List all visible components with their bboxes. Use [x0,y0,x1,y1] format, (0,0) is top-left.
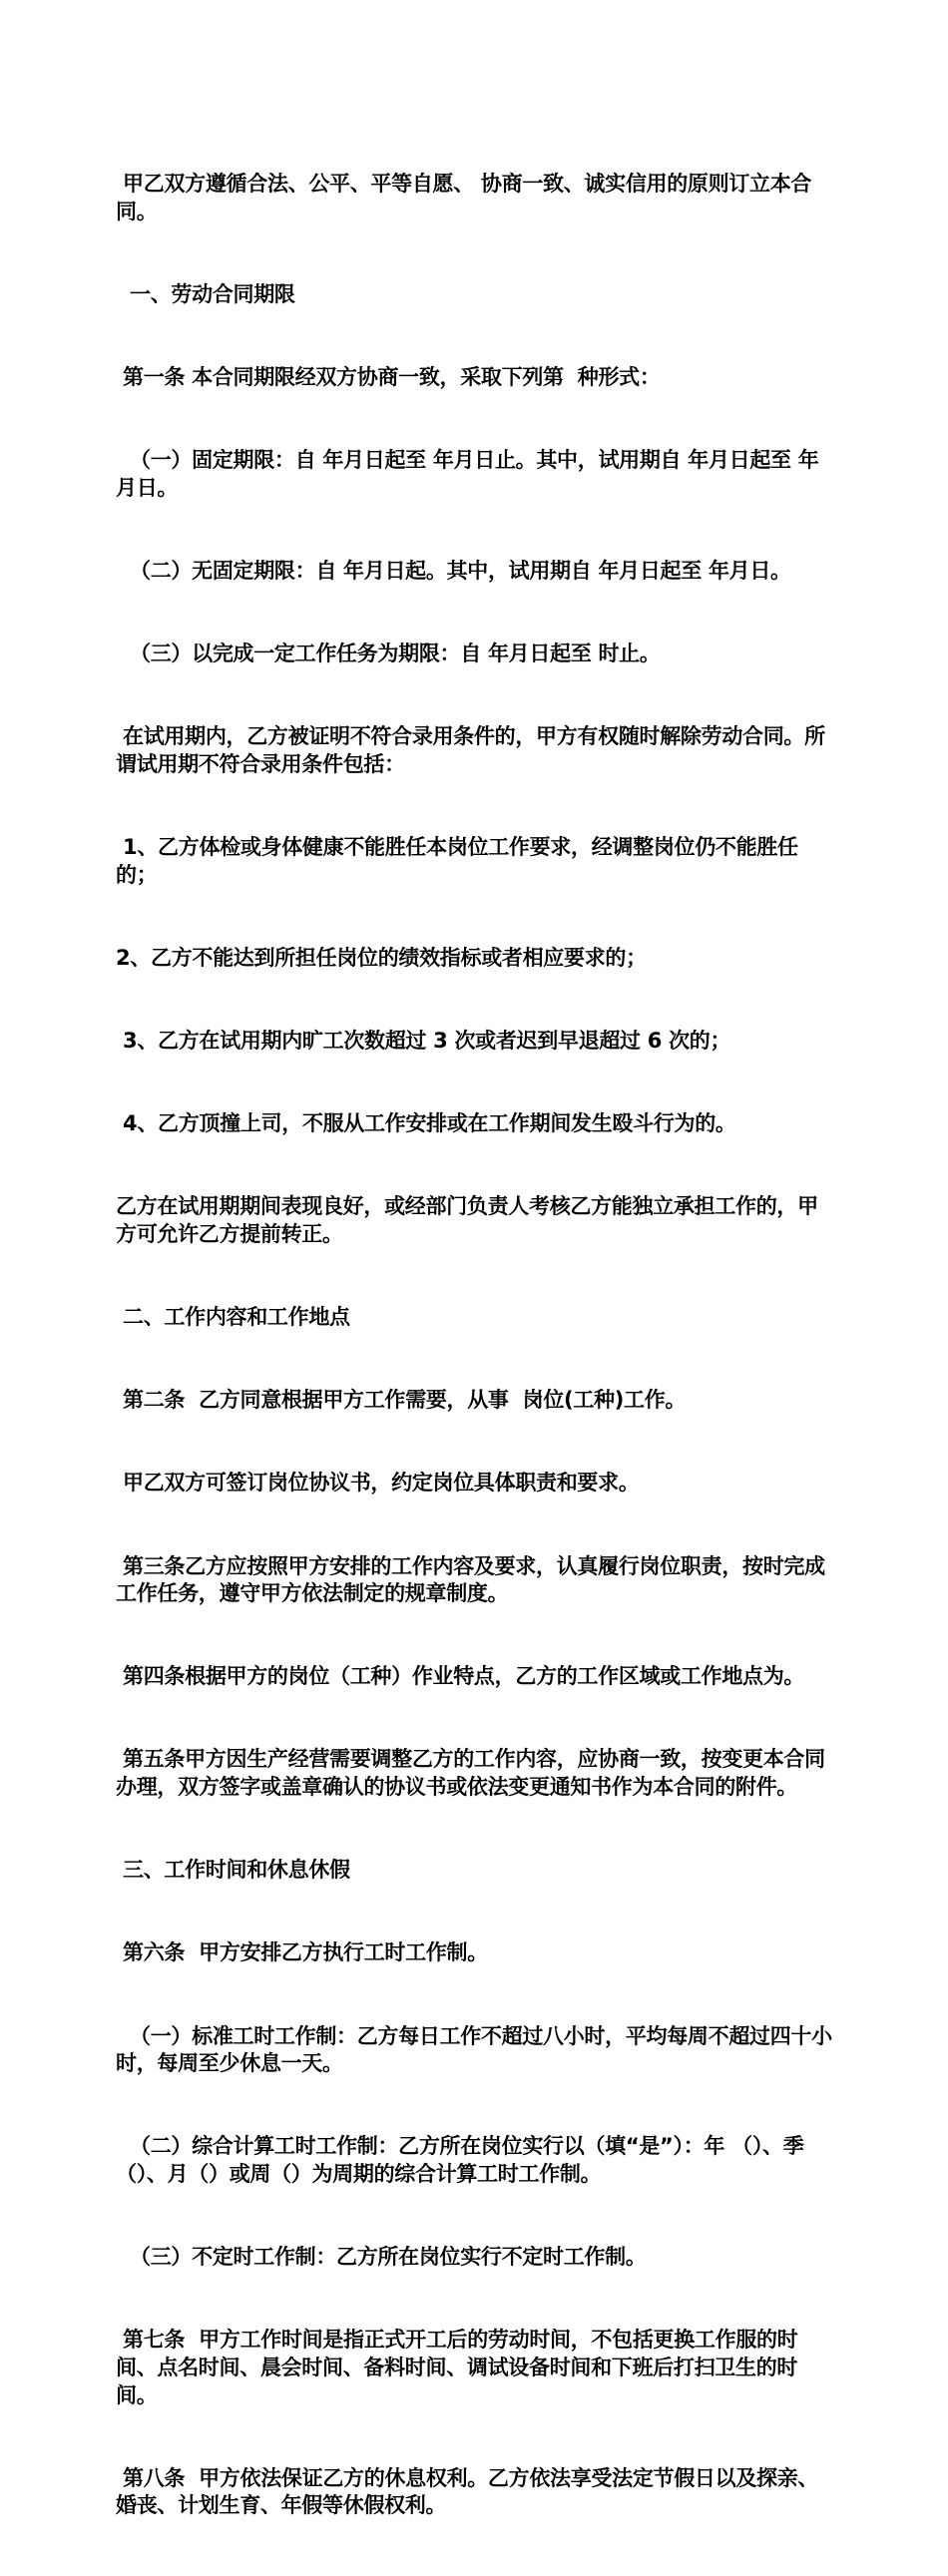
article-6-item-2: （二）综合计算工时工作制：乙方所在岗位实行以（填“是”）：年 （）、季（）、月（）或周（）为周期的综合计算工时工作制。 [116,2134,804,2187]
article-3: 第三条乙方应按照甲方安排的工作内容及要求，认真履行岗位职责，按时完成工作任务，遵守甲方依法制定的规章制度。 [116,1553,825,1606]
probation-condition-3: 3、乙方在试用期内旷工次数超过 3 次或者迟到早退超过 6 次的； [116,1029,731,1054]
article-1-item-2: （二）无固定期限：自 年月日起。其中，试用期自 年月日起至 年月日。 [116,559,791,584]
article-6: 第六条 甲方安排乙方执行工时工作制。 [116,1940,488,1965]
section-heading-working-hours: 三、工作时间和休息休假 [116,1858,350,1883]
article-8: 第八条 甲方依法保证乙方的休息权利。乙方依法享受法定节假日以及探亲、婚丧、计划生育、年假等休假权利。 [116,2465,819,2518]
article-6-item-1: （一）标准工时工作制：乙方每日工作不超过八小时，平均每周不超过四十小时，每周至少休息一天。 [116,2023,832,2076]
article-5: 第五条甲方因生产经营需要调整乙方的工作内容，应协商一致，按变更本合同办理，双方签字或盖章确认的协议书或依法变更通知书作为本合同的附件。 [116,1747,825,1800]
section-heading-work-content: 二、工作内容和工作地点 [116,1305,350,1330]
article-2-note: 甲乙双方可签订岗位协议书，约定岗位具体职责和要求。 [116,1471,640,1496]
article-6-item-3: （三）不定时工作制：乙方所在岗位实行不定时工作制。 [116,2245,647,2270]
paragraph-intro: 甲乙双方遵循合法、公平、平等自愿、 协商一致、诚实信用的原则订立本合同。 [116,172,812,224]
article-7: 第七条 甲方工作时间是指正式开工后的劳动时间，不包括更换工作服的时间、点名时间、晨会时间、备料时间、调试设备时间和下班后打扫卫生的时间。 [116,2328,798,2407]
probation-condition-1: 1、乙方体检或身体健康不能胜任本岗位工作要求，经调整岗位仍不能胜任的； [116,835,798,887]
probation-paragraph: 在试用期内，乙方被证明不符合录用条件的，甲方有权随时解除劳动合同。所谓试用期不符合录用条件包括： [116,724,825,777]
article-1-item-3: （三）以完成一定工作任务为期限：自 年月日起至 时止。 [116,642,661,666]
article-1: 第一条 本合同期限经双方协商一致，采取下列第 种形式： [116,365,661,390]
article-1-item-1: （一）固定期限：自 年月日起至 年月日止。其中，试用期自 年月日起至 年月日。 [116,448,819,501]
article-2: 第二条 乙方同意根据甲方工作需要，从事 岗位(工种)工作。 [116,1388,687,1413]
probation-condition-4: 4、乙方顶撞上司，不服从工作安排或在工作期间发生殴斗行为的。 [116,1111,736,1136]
contract-body [116,116,836,2576]
early-confirmation-paragraph: 乙方在试用期期间表现良好，或经部门负责人考核乙方能独立承担工作的，甲方可允许乙方提前转正。 [116,1194,818,1247]
article-4: 第四条根据甲方的岗位（工种）作业特点，乙方的工作区域或工作地点为。 [116,1664,805,1689]
section-heading-contract-term: 一、劳动合同期限 [116,282,295,307]
probation-condition-2: 2、乙方不能达到所担任岗位的绩效指标或者相应要求的； [116,946,647,971]
